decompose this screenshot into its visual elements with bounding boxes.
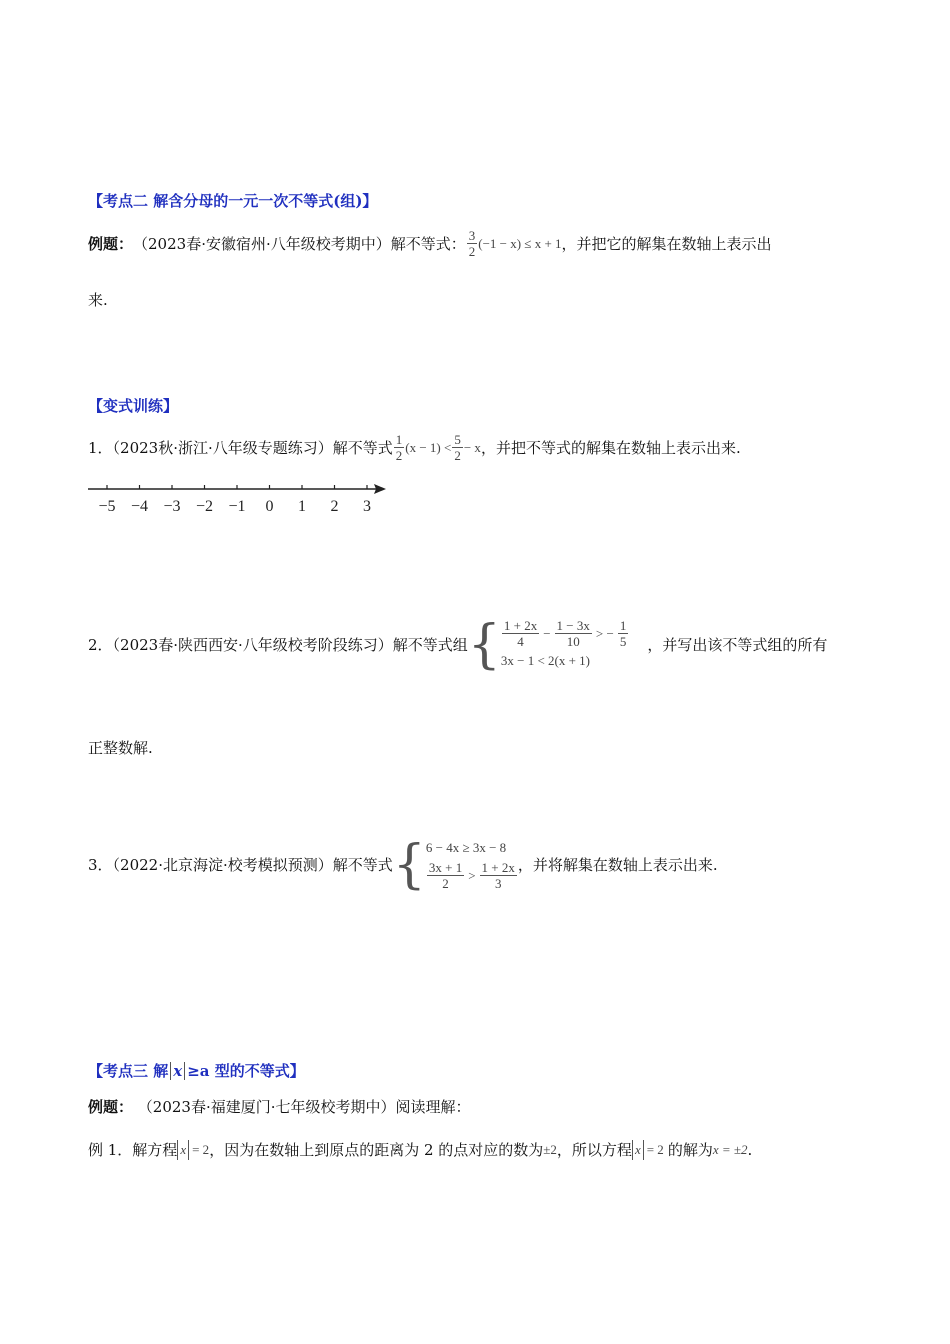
q1-fraction-1	[394, 432, 405, 463]
q2-row-2: 3x − 1 < 2(x + 1)	[500, 653, 591, 668]
fraction-denominator: 2	[454, 448, 461, 463]
q2-suffix: ，并写出该不等式组的所有	[647, 635, 828, 654]
ex1-text-d: 的解为	[667, 1141, 713, 1159]
question-2	[88, 614, 828, 675]
ex1-period: .	[747, 1141, 753, 1159]
q1-suffix: ，并把不等式的解集在数轴上表示出来.	[480, 438, 741, 457]
example-fraction	[467, 228, 478, 259]
left-brace: {	[392, 834, 426, 895]
number-line-label: 3	[363, 498, 371, 515]
plus-minus-two: ±2	[543, 1142, 557, 1157]
example-label: 例题：	[88, 1098, 134, 1116]
number-line-label: −4	[130, 498, 149, 515]
example-source: （2023春·安徽宿州·八年级校考期中）解不等式：	[133, 234, 466, 253]
relation: > −	[595, 625, 614, 641]
number-line-label: −3	[163, 498, 181, 515]
fraction-numerator: 1 + 2x	[481, 860, 515, 875]
fraction-denominator: 5	[619, 634, 627, 649]
example-2	[88, 228, 772, 259]
fraction-denominator: 2	[468, 244, 476, 259]
q3-prefix: 3．（2022·北京海淀·校考模拟预测）解不等式	[88, 855, 393, 874]
q2-line2: 正整数解.	[88, 739, 153, 757]
number-line	[86, 480, 396, 520]
q3-suffix: ，并将解集在数轴上表示出来.	[517, 855, 718, 874]
number-line-label: 1	[298, 498, 306, 515]
ex1-text-c: ，所以方程	[556, 1141, 632, 1159]
fraction-denominator: 2	[395, 448, 403, 463]
number-line-label: 2	[330, 498, 339, 515]
fraction-numerator: 1	[395, 432, 403, 447]
example-3	[88, 1097, 471, 1117]
fraction-numerator: 1 + 2x	[503, 618, 538, 633]
example-1-line	[88, 1140, 752, 1160]
ex1-solution: x = ±2	[712, 1142, 748, 1157]
q3-row-2	[426, 860, 518, 891]
q1-prefix: 1．（2023秋·浙江·八年级专题练习）解不等式	[88, 438, 393, 457]
example-suffix: ，并把它的解集在数轴上表示出	[561, 234, 772, 253]
abs-x: x	[632, 1140, 644, 1160]
question-1	[88, 432, 741, 463]
heading-suffix: ≥a 型的不等式】	[187, 1062, 305, 1080]
fraction-denominator: 2	[442, 876, 449, 891]
heading-abs-x: x	[170, 1062, 185, 1080]
section-heading-2: 【考点二 解含分母的一元一次不等式(组)】	[88, 192, 378, 210]
fraction-numerator: 1	[619, 618, 627, 633]
q1-tail: − x	[463, 439, 481, 455]
q3-system	[392, 834, 518, 895]
ex1-equation-2	[632, 1140, 664, 1160]
q2-prefix: 2．（2023春·陕西西安·八年级校考阶段练习）解不等式组	[88, 635, 468, 654]
fraction-denominator: 4	[517, 634, 524, 649]
number-line-label: −1	[228, 498, 246, 515]
example-line2: 来.	[88, 291, 108, 309]
number-line-label: −5	[98, 498, 116, 515]
left-brace: {	[467, 614, 501, 675]
practice-heading: 【变式训练】	[88, 397, 179, 415]
q3-fraction-2	[480, 860, 517, 891]
q1-fraction-2	[452, 432, 463, 463]
example-source: （2023春·福建厦门·七年级校考期中）阅读理解：	[137, 1098, 471, 1116]
relation: >	[468, 867, 476, 883]
example-inequality: (−1 − x) ≤ x + 1	[478, 235, 562, 251]
q1-mid: (x − 1) <	[405, 439, 452, 455]
fraction-numerator: 3x + 1	[428, 860, 463, 875]
number-line-label: 0	[265, 498, 274, 515]
q2-row-1	[501, 618, 629, 649]
q3-fraction-1	[427, 860, 464, 891]
heading-prefix: 【考点三 解	[88, 1062, 169, 1080]
fraction-denominator: 10	[566, 634, 580, 649]
ex1-text-b: ，因为在数轴上到原点的距离为 2 的点对应的数为	[209, 1141, 544, 1159]
minus-sign: −	[543, 625, 551, 641]
question-3	[88, 834, 718, 895]
fraction-numerator: 3	[468, 228, 476, 243]
q2-fraction-3	[618, 618, 629, 649]
q2-system	[467, 614, 630, 675]
equation-rhs: = 2	[646, 1142, 664, 1157]
q2-fraction-1	[502, 618, 539, 649]
section-heading-3	[88, 1060, 305, 1081]
fraction-denominator: 3	[494, 876, 502, 891]
number-line-label: −2	[195, 498, 214, 515]
q3-row-1: 6 − 4x ≥ 3x − 8	[425, 840, 507, 855]
fraction-numerator: 5	[454, 432, 461, 447]
abs-x: x	[177, 1140, 189, 1160]
q2-fraction-2	[555, 618, 592, 649]
equation-rhs: = 2	[192, 1142, 210, 1157]
ex1-equation-1	[177, 1140, 209, 1160]
example-label: 例题：	[88, 234, 134, 253]
fraction-numerator: 1 − 3x	[556, 618, 590, 633]
ex1-text-a: 例 1．解方程	[88, 1141, 178, 1159]
